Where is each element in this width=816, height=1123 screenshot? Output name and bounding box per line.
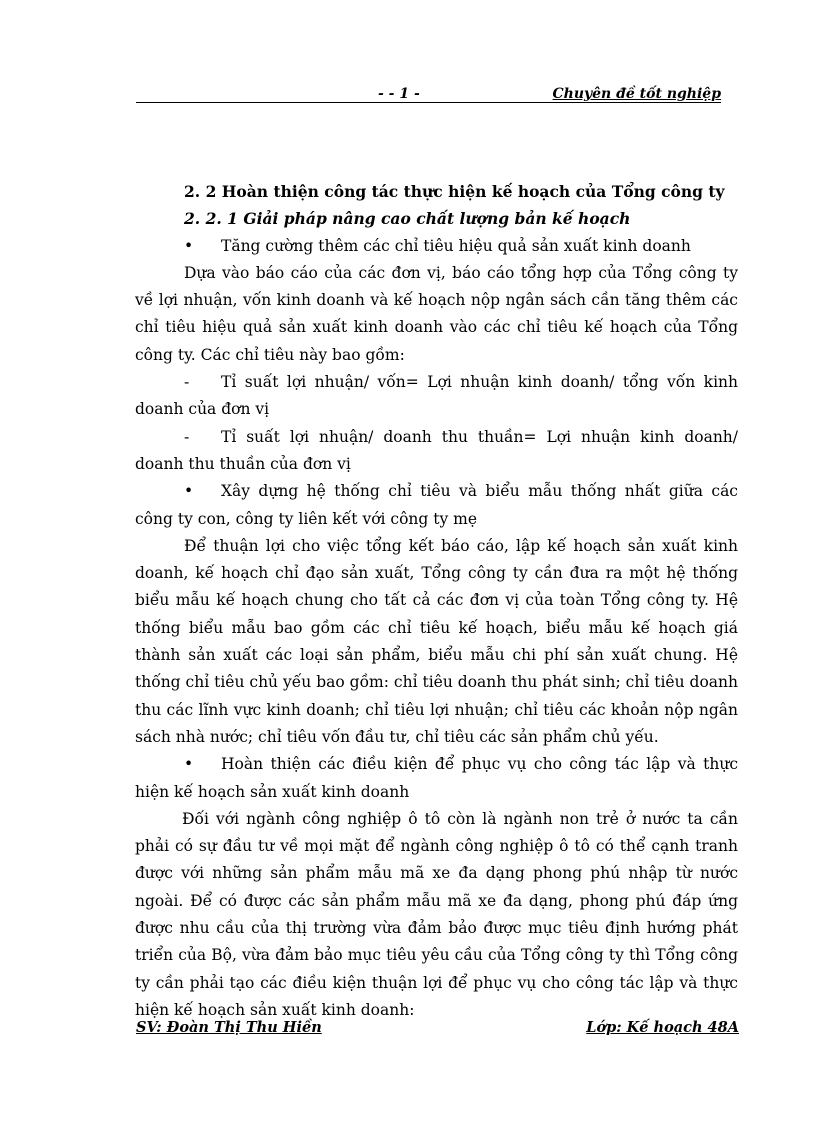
- dash-text: Tỉ suất lợi nhuận/ vốn= Lợi nhuận kinh doanh/ tổng vốn kinh doanh của đơn vị: [135, 373, 738, 419]
- dash-text: Tỉ suất lợi nhuận/ doanh thu thuần= Lợi nhuận kinh doanh/ doanh thu thuần của đơn vị: [135, 427, 738, 473]
- bullet-item: [135, 478, 738, 533]
- dash-item: [135, 424, 738, 479]
- dash-icon: -: [184, 427, 190, 446]
- bullet-icon: •: [184, 755, 194, 774]
- paragraph: Đối với ngành công nghiệp ô tô còn là ngành non trẻ ở nước ta cần phải có sự đầu tư về mọi mặt để ngành công nghiệp ô tô có thể cạnh tranh được với những sản phẩm mẫu mã xe đa dạng phong phú nhập từ nước ngoài. Để có được các sản phẩm mẫu mã xe đa dạng, phong phú đáp ứng được nhu cầu của thị trường vừa đảm bảo được mục tiêu định hướng phát triển của Bộ, vừa đảm bảo mục tiêu yêu cầu của Tổng công ty thì Tổng công ty cần phải tạo các điều kiện thuận lợi để phục vụ cho công tác lập và thực hiện kế hoạch sản xuất kinh doanh:: [135, 809, 738, 1019]
- bullet-text: Hoàn thiện các điều kiện để phục vụ cho công tác lập và thực hiện kế hoạch sản xuất kinh doanh: [135, 755, 738, 801]
- section-heading: 2. 2 Hoàn thiện công tác thực hiện kế hoạch của Tổng công ty: [184, 182, 725, 201]
- bullet-item: [135, 233, 738, 260]
- paragraph: Dựa vào báo cáo của các đơn vị, báo cáo tổng hợp của Tổng công ty về lợi nhuận, vốn kinh doanh và kế hoạch nộp ngân sách cần tăng thêm các chỉ tiêu hiệu quả sản xuất kinh doanh vào các chỉ tiêu kế hoạch của Tổng công ty. Các chỉ tiêu này bao gồm:: [135, 263, 738, 364]
- class-name: Lớp: Kế hoạch 48A: [586, 1019, 739, 1036]
- bullet-icon: •: [184, 482, 194, 501]
- bullet-text: Xây dựng hệ thống chỉ tiêu và biểu mẫu thống nhất giữa các công ty con, công ty liên kết với công ty mẹ: [135, 482, 738, 528]
- student-name: SV: Đoàn Thị Thu Hiền: [136, 1019, 322, 1036]
- bullet-icon: •: [184, 236, 194, 255]
- dash-item: [135, 369, 738, 424]
- page-footer: [136, 1019, 739, 1039]
- bullet-item: [135, 751, 738, 806]
- paragraph: Để thuận lợi cho việc tổng kết báo cáo, lập kế hoạch sản xuất kinh doanh, kế hoạch chỉ đạo sản xuất, Tổng công ty cần đưa ra một hệ thống biểu mẫu kế hoạch chung cho tất cả các đơn vị của toàn Tổng công ty. Hệ thống biểu mẫu bao gồm các chỉ tiêu kế hoạch, biểu mẫu kế hoạch giá thành sản xuất các loại sản phẩm, biểu mẫu chi phí sản xuất chung. Hệ thống chỉ tiêu chủ yếu bao gồm: chỉ tiêu doanh thu phát sinh; chỉ tiêu doanh thu các lĩnh vực kinh doanh; chỉ tiêu lợi nhuận; chỉ tiêu các khoản nộp ngân sách nhà nước; chỉ tiêu vốn đầu tư, chỉ tiêu các sản phẩm chủ yếu.: [135, 536, 738, 746]
- dash-icon: -: [184, 373, 190, 392]
- bullet-text: Tăng cường thêm các chỉ tiêu hiệu quả sản xuất kinh doanh: [221, 236, 691, 255]
- subsection-heading: 2. 2. 1 Giải pháp nâng cao chất lượng bản kế hoạch: [184, 209, 631, 229]
- page-header: [136, 84, 721, 103]
- page-number: - - 1 -: [378, 86, 420, 102]
- document-title: Chuyên đề tốt nghiệp: [552, 86, 721, 102]
- document-body: [135, 178, 738, 1024]
